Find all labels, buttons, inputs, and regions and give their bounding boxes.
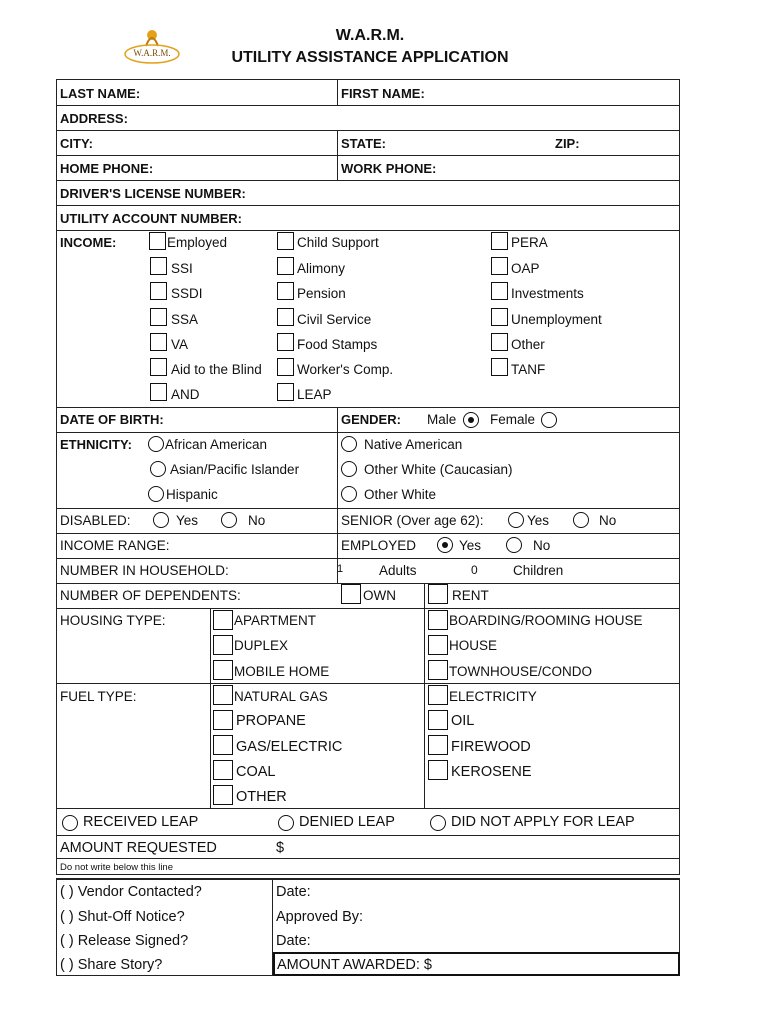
income-ssa-checkbox[interactable] <box>150 308 167 326</box>
received-leap-radio[interactable] <box>62 815 78 831</box>
disabled-no-radio[interactable] <box>221 512 237 528</box>
income-option-label: Aid to the Blind <box>171 362 262 377</box>
employed-yes-label: Yes <box>459 538 482 553</box>
disabled-no-label: No <box>248 513 266 528</box>
not-applied-leap-label: DID NOT APPLY FOR LEAP <box>451 814 635 830</box>
fuel-kerosene-checkbox[interactable] <box>428 760 448 780</box>
employed-yes-radio[interactable] <box>437 537 453 553</box>
fuel-option-label: COAL <box>236 764 276 780</box>
housing-option-label: DUPLEX <box>234 638 289 653</box>
household-label: NUMBER IN HOUSEHOLD: <box>60 563 229 578</box>
fuel-propane-checkbox[interactable] <box>213 710 233 730</box>
dependents-label: NUMBER OF DEPENDENTS: <box>60 588 241 603</box>
income-and-checkbox[interactable] <box>150 383 167 401</box>
ethnicity-option-label: Other White (Caucasian) <box>364 462 513 477</box>
housing-townhouse-checkbox[interactable] <box>428 660 448 680</box>
ethnicity-hispanic-radio[interactable] <box>148 486 164 502</box>
utility-account-label: UTILITY ACCOUNT NUMBER: <box>60 211 242 226</box>
ethnicity-native-american-radio[interactable] <box>341 436 357 452</box>
rent-label: RENT <box>452 588 489 603</box>
home-phone-label: HOME PHONE: <box>60 161 154 176</box>
housing-option-label: BOARDING/ROOMING HOUSE <box>449 613 643 628</box>
income-option-label: Civil Service <box>297 312 372 327</box>
income-option-label: Worker's Comp. <box>297 362 394 377</box>
first-name-label: FIRST NAME: <box>341 86 425 101</box>
denied-leap-radio[interactable] <box>278 815 294 831</box>
gender-male-label: Male <box>427 412 457 427</box>
housing-option-label: TOWNHOUSE/CONDO <box>449 664 593 679</box>
employed-no-radio[interactable] <box>506 537 522 553</box>
housing-option-label: HOUSE <box>449 638 498 653</box>
income-option-label: Other <box>511 337 545 352</box>
income-option-label: VA <box>171 337 189 352</box>
housing-duplex-checkbox[interactable] <box>213 635 233 655</box>
page-title: UTILITY ASSISTANCE APPLICATION <box>231 49 509 66</box>
employed-no-label: No <box>533 538 551 553</box>
income-option-label: Food Stamps <box>297 337 378 352</box>
date-label: Date: <box>276 933 311 949</box>
last-name-label: LAST NAME: <box>60 86 141 101</box>
ethnicity-option-label: Other White <box>364 487 437 502</box>
income-option-label: AND <box>171 387 200 402</box>
denied-leap-label: DENIED LEAP <box>299 814 395 830</box>
fuel-label: FUEL TYPE: <box>60 689 137 704</box>
amount-requested-currency: $ <box>276 840 285 856</box>
fuel-option-label: OTHER <box>236 789 287 805</box>
fuel-option-label: OIL <box>451 713 475 729</box>
income-oap-checkbox[interactable] <box>491 257 508 275</box>
income-pera-checkbox[interactable] <box>491 232 508 250</box>
fuel-firewood-checkbox[interactable] <box>428 735 448 755</box>
ethnicity-other-white-radio[interactable] <box>341 486 357 502</box>
income-civil-service-checkbox[interactable] <box>277 308 294 326</box>
income-option-label: SSI <box>171 261 193 276</box>
adults-label: Adults <box>379 563 417 578</box>
income-child-support-checkbox[interactable] <box>277 232 294 250</box>
income-leap-checkbox[interactable] <box>277 383 294 401</box>
logo-text: W.A.R.M. <box>133 48 171 58</box>
income-tanf-checkbox[interactable] <box>491 358 508 376</box>
fuel-option-label: FIREWOOD <box>451 739 531 755</box>
gender-female-label: Female <box>490 412 536 427</box>
release-signed-label: ( ) Release Signed? <box>60 933 189 949</box>
fuel-option-label: PROPANE <box>236 713 306 729</box>
income-range-label: INCOME RANGE: <box>60 538 170 553</box>
amount-requested-label: AMOUNT REQUESTED <box>60 840 217 856</box>
work-phone-label: WORK PHONE: <box>341 161 437 176</box>
income-option-label: Alimony <box>297 261 346 276</box>
income-employed-checkbox[interactable] <box>149 232 166 250</box>
fuel-gas-electric-checkbox[interactable] <box>213 735 233 755</box>
housing-apartment-checkbox[interactable] <box>213 610 233 630</box>
fuel-other-checkbox[interactable] <box>213 785 233 805</box>
ethnicity-other-white-caucasian-radio[interactable] <box>341 461 357 477</box>
gender-female-radio[interactable] <box>541 412 557 428</box>
fuel-coal-checkbox[interactable] <box>213 760 233 780</box>
city-label: CITY: <box>60 136 93 151</box>
gender-male-radio[interactable] <box>463 412 479 428</box>
title-line1: W.A.R.M. <box>335 27 405 44</box>
fuel-option-label: NATURAL GAS <box>234 689 328 704</box>
children-label: Children <box>513 563 564 578</box>
vendor-contacted-label: ( ) Vendor Contacted? <box>60 884 202 900</box>
senior-no-label: No <box>599 513 617 528</box>
senior-yes-label: Yes <box>527 513 550 528</box>
income-option-label: OAP <box>511 261 540 276</box>
share-story-label: ( ) Share Story? <box>60 957 163 973</box>
income-option-label: Unemployment <box>511 312 602 327</box>
housing-option-label: MOBILE HOME <box>234 664 330 679</box>
income-investments-checkbox[interactable] <box>491 282 508 300</box>
ethnicity-option-label: Hispanic <box>166 487 218 502</box>
income-pension-checkbox[interactable] <box>277 282 294 300</box>
income-aid-blind-checkbox[interactable] <box>150 358 167 376</box>
approved-by-label: Approved By: <box>276 909 364 925</box>
income-label: INCOME: <box>60 235 117 250</box>
income-option-label: Investments <box>511 286 584 301</box>
fuel-option-label: KEROSENE <box>451 764 532 780</box>
housing-label: HOUSING TYPE: <box>60 613 166 628</box>
own-checkbox[interactable] <box>341 584 361 604</box>
ethnicity-option-label: Native American <box>364 437 463 452</box>
office-use-note: Do not write below this line <box>60 862 173 873</box>
housing-boarding-checkbox[interactable] <box>428 610 448 630</box>
disabled-yes-label: Yes <box>176 513 199 528</box>
income-option-label: TANF <box>511 362 546 377</box>
fuel-oil-checkbox[interactable] <box>428 710 448 730</box>
ethnicity-african-american-radio[interactable] <box>148 436 164 452</box>
senior-label: SENIOR (Over age 62): <box>341 513 484 528</box>
received-leap-label: RECEIVED LEAP <box>83 814 199 830</box>
fuel-natural-gas-checkbox[interactable] <box>213 685 233 705</box>
income-food-stamps-checkbox[interactable] <box>277 333 294 351</box>
ethnicity-option-label: African American <box>165 437 268 452</box>
housing-house-checkbox[interactable] <box>428 635 448 655</box>
senior-no-radio[interactable] <box>573 512 589 528</box>
children-value: 0 <box>471 563 478 577</box>
senior-yes-radio[interactable] <box>508 512 524 528</box>
dob-label: DATE OF BIRTH: <box>60 412 164 427</box>
income-ssdi-checkbox[interactable] <box>150 282 167 300</box>
date-label: Date: <box>276 884 311 900</box>
income-option-label: LEAP <box>297 387 332 402</box>
gender-label: GENDER: <box>341 412 401 427</box>
not-applied-leap-radio[interactable] <box>430 815 446 831</box>
housing-mobile-home-checkbox[interactable] <box>213 660 233 680</box>
income-option-label: Employed <box>167 235 228 250</box>
ethnicity-asian-radio[interactable] <box>150 461 166 477</box>
employed-label: EMPLOYED <box>341 538 417 553</box>
fuel-option-label: ELECTRICITY <box>449 689 537 704</box>
income-workers-comp-checkbox[interactable] <box>277 358 294 376</box>
fuel-electricity-checkbox[interactable] <box>428 685 448 705</box>
housing-option-label: APARTMENT <box>234 613 317 628</box>
amount-awarded-label: AMOUNT AWARDED: $ <box>277 957 432 973</box>
own-label: OWN <box>363 588 396 603</box>
disabled-label: DISABLED: <box>60 513 131 528</box>
income-option-label: Child Support <box>297 235 379 250</box>
income-alimony-checkbox[interactable] <box>277 257 294 275</box>
ethnicity-option-label: Asian/Pacific Islander <box>170 462 300 477</box>
address-label: ADDRESS: <box>60 111 128 126</box>
ethnicity-label: ETHNICITY: <box>60 437 132 452</box>
income-other-checkbox[interactable] <box>491 333 508 351</box>
shutoff-notice-label: ( ) Shut-Off Notice? <box>60 909 185 925</box>
state-label: STATE: <box>341 136 387 151</box>
fuel-option-label: GAS/ELECTRIC <box>236 739 343 755</box>
zip-label: ZIP: <box>555 136 580 151</box>
income-option-label: SSDI <box>171 286 203 301</box>
income-option-label: Pension <box>297 286 346 301</box>
income-va-checkbox[interactable] <box>150 333 167 351</box>
disabled-yes-radio[interactable] <box>153 512 169 528</box>
income-unemployment-checkbox[interactable] <box>491 308 508 326</box>
income-option-label: PERA <box>511 235 548 250</box>
income-option-label: SSA <box>171 312 199 327</box>
adults-value: 1 <box>337 563 344 575</box>
income-ssi-checkbox[interactable] <box>150 257 167 275</box>
rent-checkbox[interactable] <box>428 584 448 604</box>
drivers-license-label: DRIVER'S LICENSE NUMBER: <box>60 186 246 201</box>
